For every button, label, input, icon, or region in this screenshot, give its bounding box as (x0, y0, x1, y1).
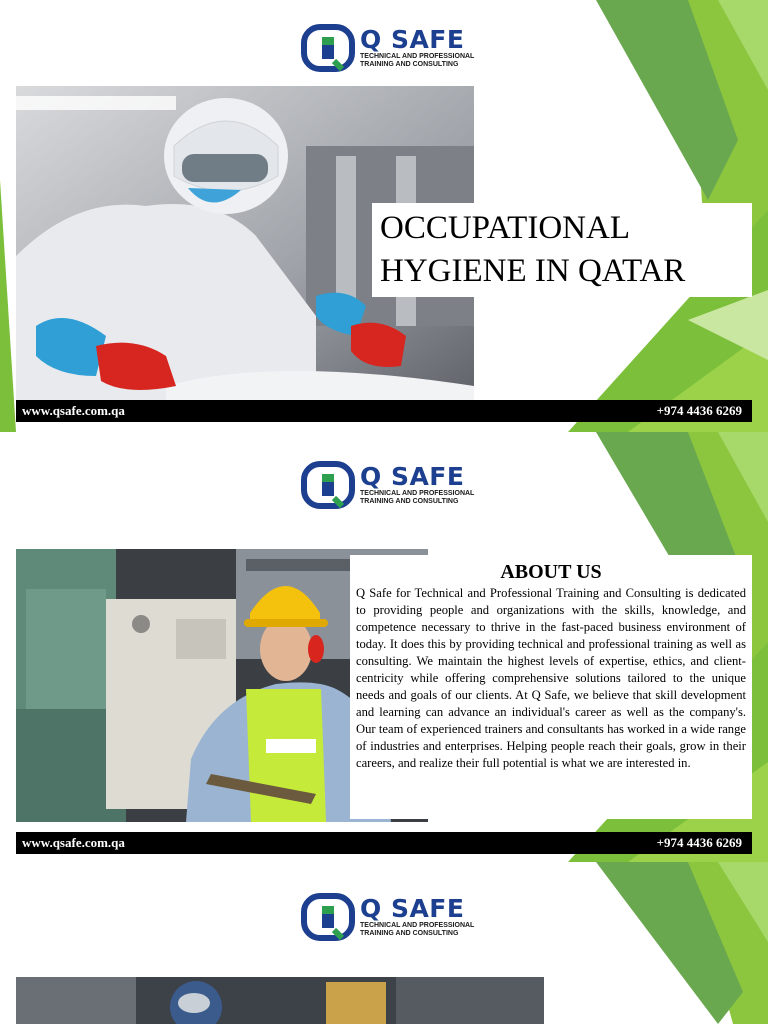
footer-bar (16, 400, 752, 422)
brand-name: Q SAFE (360, 462, 465, 491)
slide-1 (0, 0, 768, 432)
website-link[interactable]: www.qsafe.com.qa (22, 835, 125, 850)
brand-tagline-2: TRAINING AND CONSULTING (360, 61, 459, 68)
brand-name: Q SAFE (360, 894, 465, 923)
brand-tagline-2: TRAINING AND CONSULTING (360, 930, 459, 937)
slide-2 (0, 432, 768, 862)
phone-number: +974 4436 6269 (656, 403, 742, 418)
brand-tagline-2: TRAINING AND CONSULTING (360, 498, 459, 505)
industrial-photo-partial (16, 977, 544, 1024)
about-us-box (350, 555, 752, 819)
about-us-heading: ABOUT US (500, 561, 602, 583)
qs-logo-icon (300, 892, 356, 942)
title-line-1: OCCUPATIONAL (380, 210, 630, 246)
brand-tagline-1: TECHNICAL AND PROFESSIONAL (360, 53, 475, 60)
green-decoration (568, 862, 768, 1024)
about-us-body: Q Safe for Technical and Professional Training and Consulting is dedicated to providing people and organizations with the skills, knowledge, and competence necessary to thrive in the fast-paced business environment of today. It does this by providing technical and professional training as well as consulting. We maintain the highest levels of expertise, ethics, and client-centricity while offering comprehensive solutions tailored to the unique needs and goals of our clients. At Q Safe, we believe that skill development and learning can advance an individual's career as well as the company's. Our team of experienced trainers and consultants has worked in a wide range of industries and enterprises. Helping people reach their goals, grow in their careers, and realize their full potential is what we are interested in. (356, 586, 746, 770)
qsafe-logo (300, 20, 480, 76)
brand-tagline-1: TECHNICAL AND PROFESSIONAL (360, 490, 475, 497)
title-box (372, 203, 752, 297)
qs-logo-icon (300, 460, 356, 510)
brand-tagline-1: TECHNICAL AND PROFESSIONAL (360, 922, 475, 929)
brand-name: Q SAFE (360, 25, 465, 54)
slide-3 (0, 862, 768, 1024)
qsafe-logo (300, 457, 480, 513)
title-line-2: HYGIENE IN QATAR (380, 253, 686, 289)
phone-number: +974 4436 6269 (656, 835, 742, 850)
website-link[interactable]: www.qsafe.com.qa (22, 403, 125, 418)
qs-logo-icon (300, 23, 356, 73)
footer-bar (16, 832, 752, 854)
qsafe-logo (300, 889, 480, 945)
